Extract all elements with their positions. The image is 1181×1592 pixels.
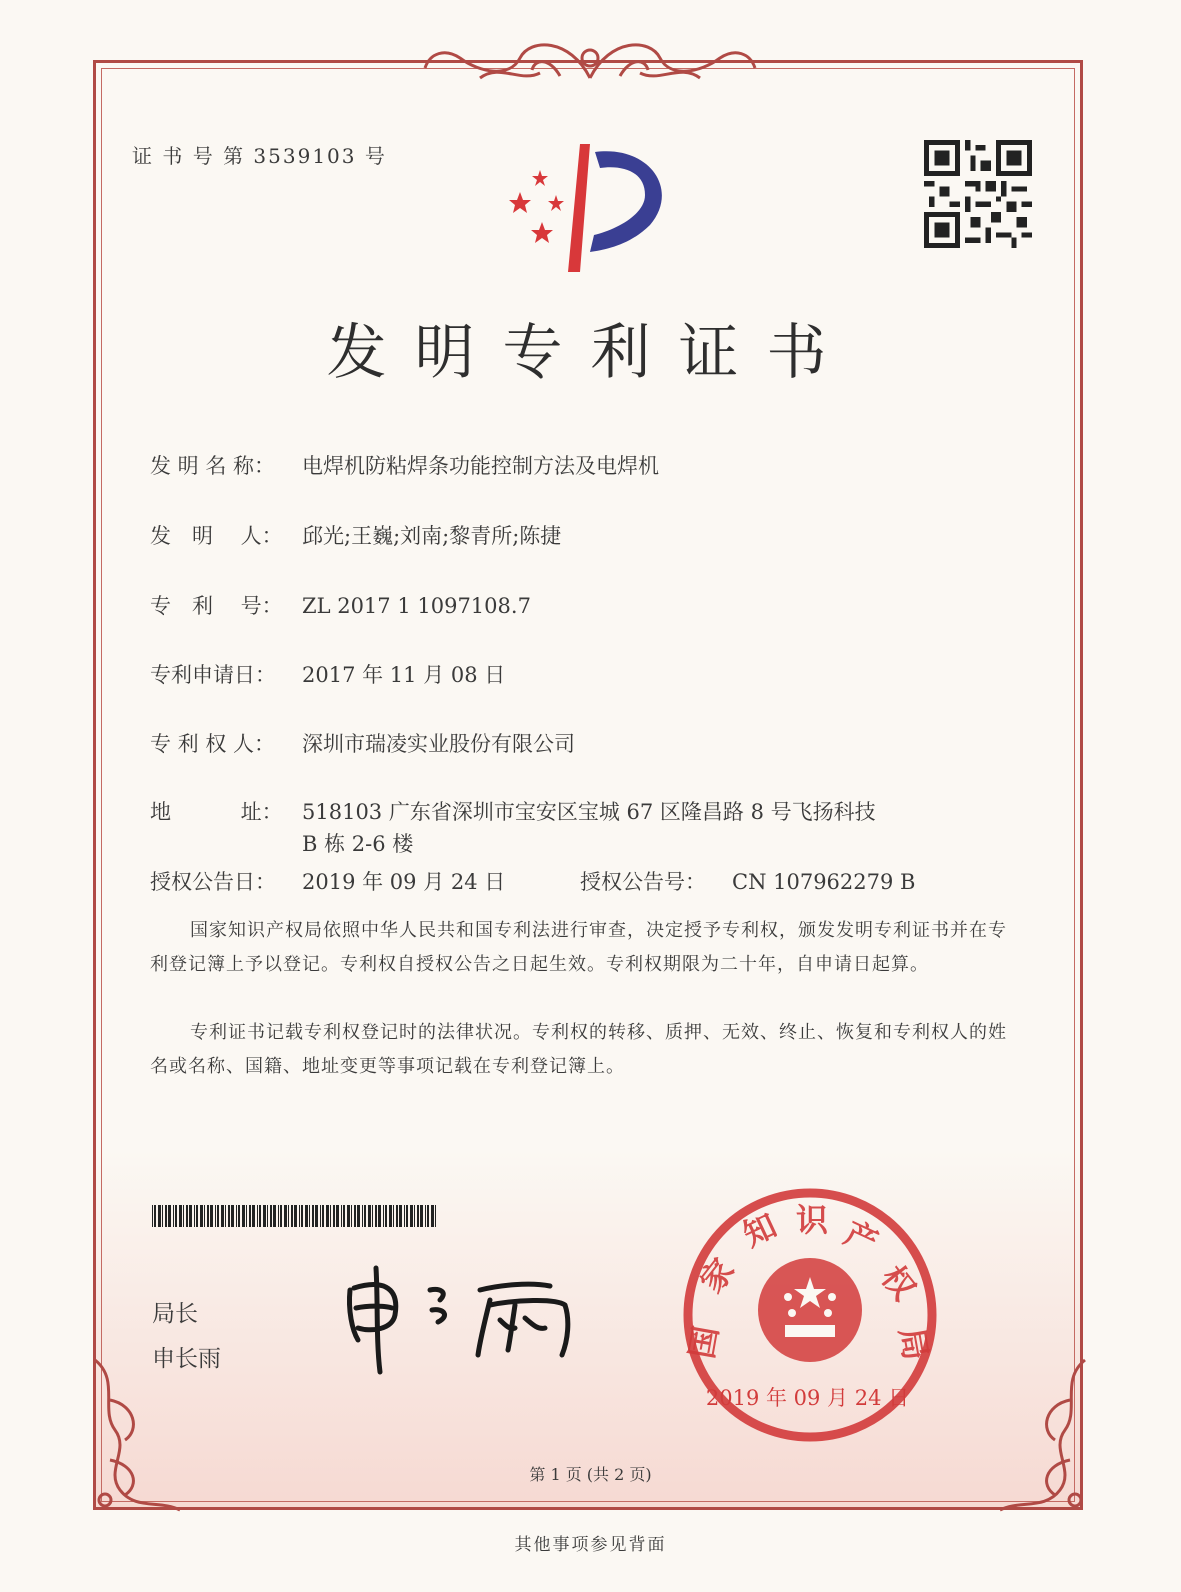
barcode-bar xyxy=(173,1205,174,1227)
barcode-bar xyxy=(207,1205,209,1227)
barcode-bar xyxy=(158,1205,161,1227)
barcode-bar xyxy=(194,1205,195,1227)
barcode-bar xyxy=(186,1205,188,1227)
patent-no-value: ZL 2017 1 1097108.7 xyxy=(302,594,531,618)
barcode-bar xyxy=(420,1205,423,1227)
barcode-bar xyxy=(175,1205,177,1227)
grant-no-value: CN 107962279 B xyxy=(732,870,916,894)
barcode-bar xyxy=(333,1205,335,1227)
barcode-bar xyxy=(343,1205,345,1227)
barcode-bar xyxy=(217,1205,219,1227)
grant-no-label: 授权公告号： xyxy=(580,870,706,894)
director-name: 申长雨 xyxy=(152,1346,221,1372)
barcode-bar xyxy=(291,1205,293,1227)
barcode-bar xyxy=(368,1205,371,1227)
footer-note: 其他事项参见背面 xyxy=(514,1535,667,1555)
barcode-bar xyxy=(399,1205,402,1227)
barcode-bar xyxy=(341,1205,342,1227)
barcode-bar xyxy=(280,1205,282,1227)
barcode-bar xyxy=(372,1205,373,1227)
field-patent-no xyxy=(150,590,531,620)
seal-date: 2019 年 09 月 24 日 xyxy=(705,1386,910,1410)
grant-date-label: 授权公告日： xyxy=(150,870,276,894)
barcode-bar xyxy=(375,1205,377,1227)
barcode-bar xyxy=(396,1205,398,1227)
barcode-bar xyxy=(309,1205,310,1227)
barcode-bar xyxy=(225,1205,226,1227)
paragraph-grant-statement: 国家知识产权局依照中华人民共和国专利法进行审查，决定授予专利权，颁发发明专利证书并在专利登记簿上予以登记。专利权自授权公告之日起生效。专利权期限为二十年，自申请日起算。 xyxy=(150,920,1007,975)
barcode-bar xyxy=(221,1205,224,1227)
barcode-bar xyxy=(200,1205,203,1227)
barcode-bar xyxy=(278,1205,279,1227)
barcode-bar xyxy=(288,1205,289,1227)
patentee-value: 深圳市瑞凌实业股份有限公司 xyxy=(302,732,575,756)
barcode-bar xyxy=(336,1205,339,1227)
barcode-bar xyxy=(273,1205,276,1227)
barcode-bar xyxy=(351,1205,352,1227)
barcode-bar xyxy=(204,1205,205,1227)
barcode-bar xyxy=(431,1205,434,1227)
barcode-bar xyxy=(259,1205,261,1227)
field-filing-date xyxy=(150,659,505,689)
barcode-bar xyxy=(322,1205,324,1227)
barcode-bar xyxy=(389,1205,392,1227)
svg-text:家: 家 xyxy=(692,1251,743,1300)
paragraph-legal-status: 专利证书记载专利权登记时的法律状况。专利权的转移、质押、无效、终止、恢复和专利权人的姓名或名称、国籍、地址变更等事项记载在专利登记簿上。 xyxy=(150,1022,1007,1077)
barcode-bar xyxy=(210,1205,213,1227)
barcode-bar xyxy=(168,1205,171,1227)
svg-text:国: 国 xyxy=(682,1323,726,1362)
barcode xyxy=(152,1205,440,1227)
barcode-bar xyxy=(270,1205,272,1227)
barcode-bar xyxy=(263,1205,266,1227)
field-grant-date xyxy=(150,866,505,896)
address-line-2: B 栋 2-6 楼 xyxy=(302,832,414,856)
barcode-bar xyxy=(305,1205,308,1227)
barcode-bar xyxy=(179,1205,182,1227)
field-patentee xyxy=(150,728,575,758)
cnipa-logo xyxy=(500,140,680,275)
inventors-value: 邱光;王巍;刘南;黎青所;陈捷 xyxy=(302,524,562,548)
svg-text:产: 产 xyxy=(838,1213,884,1262)
patent-no-label: 专 利 号： xyxy=(150,594,283,618)
barcode-bar xyxy=(252,1205,255,1227)
barcode-bar xyxy=(152,1205,153,1227)
barcode-bar xyxy=(183,1205,184,1227)
barcode-bar xyxy=(315,1205,318,1227)
bottom-left-ornament xyxy=(80,1350,190,1520)
director-title: 局长 xyxy=(152,1301,198,1327)
barcode-bar xyxy=(215,1205,216,1227)
filing-date-value: 2017 年 11 月 08 日 xyxy=(302,663,506,687)
barcode-bar xyxy=(228,1205,230,1227)
page-number: 第 1 页 (共 2 页) xyxy=(529,1465,652,1484)
field-address xyxy=(150,796,876,860)
qr-code xyxy=(924,140,1032,248)
address-label: 地 址： xyxy=(150,800,283,824)
barcode-bar xyxy=(393,1205,394,1227)
svg-text:权: 权 xyxy=(873,1258,924,1308)
barcode-bar xyxy=(414,1205,415,1227)
barcode-bar xyxy=(189,1205,192,1227)
certificate-number: 证 书 号 第 3539103 号 xyxy=(132,144,387,168)
barcode-bar xyxy=(257,1205,258,1227)
certificate-title: 发明专利证书 xyxy=(326,318,855,388)
barcode-bar xyxy=(364,1205,366,1227)
barcode-bar xyxy=(284,1205,287,1227)
barcode-bar xyxy=(425,1205,426,1227)
field-inventors xyxy=(150,520,561,550)
barcode-bar xyxy=(383,1205,384,1227)
barcode-bar xyxy=(410,1205,413,1227)
address-line-1: 518103 广东省深圳市宝安区宝城 67 区隆昌路 8 号飞扬科技 xyxy=(302,800,876,824)
barcode-bar xyxy=(165,1205,167,1227)
barcode-bar xyxy=(404,1205,405,1227)
barcode-bar xyxy=(154,1205,156,1227)
address-value xyxy=(302,796,876,860)
barcode-bar xyxy=(238,1205,240,1227)
barcode-bar xyxy=(312,1205,314,1227)
barcode-bar xyxy=(231,1205,234,1227)
barcode-bar xyxy=(378,1205,381,1227)
barcode-bar xyxy=(294,1205,297,1227)
barcode-bar xyxy=(357,1205,360,1227)
barcode-bar xyxy=(320,1205,321,1227)
barcode-bar xyxy=(417,1205,419,1227)
filing-date-label: 专利申请日： xyxy=(150,663,276,687)
barcode-bar xyxy=(435,1205,436,1227)
grant-date-value: 2019 年 09 月 24 日 xyxy=(302,870,506,894)
barcode-bar xyxy=(162,1205,163,1227)
svg-text:局: 局 xyxy=(892,1324,936,1363)
barcode-bar xyxy=(249,1205,251,1227)
barcode-bar xyxy=(301,1205,303,1227)
barcode-bar xyxy=(385,1205,387,1227)
barcode-bar xyxy=(362,1205,363,1227)
svg-text:识: 识 xyxy=(796,1201,829,1239)
barcode-bar xyxy=(242,1205,245,1227)
barcode-bar xyxy=(246,1205,247,1227)
field-invention-name xyxy=(150,450,659,480)
invention-name-label: 发 明 名 称： xyxy=(150,454,276,478)
bottom-right-ornament xyxy=(990,1350,1100,1520)
invention-name-value: 电焊机防粘焊条功能控制方法及电焊机 xyxy=(302,454,659,478)
barcode-bar xyxy=(196,1205,198,1227)
barcode-bar xyxy=(299,1205,300,1227)
inventors-label: 发 明 人： xyxy=(150,524,283,548)
barcode-bar xyxy=(236,1205,237,1227)
patentee-label: 专 利 权 人： xyxy=(150,732,276,756)
svg-text:知: 知 xyxy=(737,1206,783,1255)
barcode-bar xyxy=(354,1205,356,1227)
barcode-bar xyxy=(347,1205,350,1227)
handwritten-signature xyxy=(340,1260,590,1380)
barcode-bar xyxy=(267,1205,268,1227)
barcode-bar xyxy=(406,1205,408,1227)
top-ornament xyxy=(420,28,760,88)
barcode-bar xyxy=(330,1205,331,1227)
barcode-bar xyxy=(427,1205,429,1227)
barcode-bar xyxy=(326,1205,329,1227)
field-grant-no xyxy=(580,866,915,896)
